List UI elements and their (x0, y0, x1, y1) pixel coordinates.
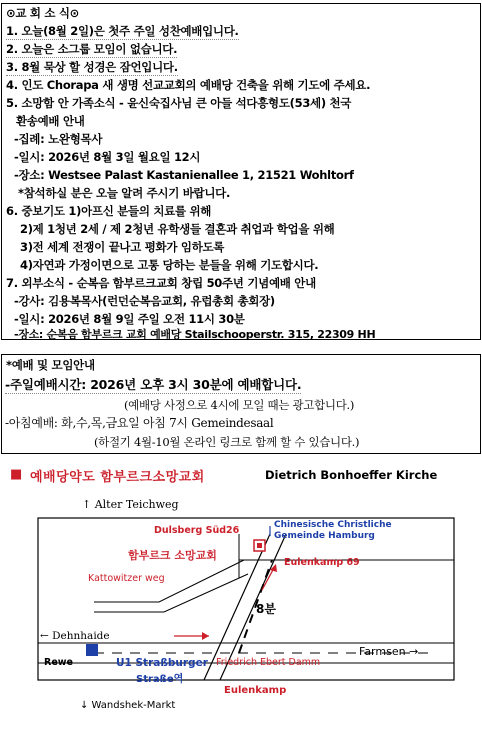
church-name-label: 함부르크 소망교회 (128, 549, 217, 562)
news-line-3: 3. 8월 묵상 할 성경은 잠언입니다. (6, 60, 178, 74)
heading-square-icon: ■ (10, 467, 23, 482)
news-line-15: 7. 외부소식 - 순복음 함부르크교회 창립 50주년 기념예배 안내 (6, 276, 316, 290)
news-line-5: 5. 소망함 안 가족소식 - 윤신숙집사님 큰 아들 석다흥형도(53세) 천국 (6, 96, 352, 110)
worship-morning-note: (하절기 4월-10월 온라인 링크로 함께 할 수 있습니다.) (94, 435, 360, 449)
worship-sunday-note: (예배당 사정으로 4시에 모일 때는 광고합니다.) (124, 398, 355, 412)
news-line-16: -강사: 김용복목사(런던순복음교회, 유럽총회 총회장) (14, 294, 275, 308)
news-line-1: 1. 오늘(8월 2일)은 첫주 주일 성찬예배입니다. (6, 24, 239, 38)
eulenkamp-label: Eulenkamp (224, 685, 287, 696)
news-line-4: 4. 인도 Chorapa 새 생명 선교교회의 예배당 건축을 위해 기도에 주세요. (6, 78, 371, 92)
news-line-9: -장소: Westsee Palast Kastanienallee 1, 21521 Wohltorf (14, 168, 354, 182)
news-line-12: 2)제 1청년 2세 / 제 2청년 유학생들 결혼과 취업과 학업을 위해 (20, 222, 335, 236)
dehnhaide-label: ← Dehnhaide (40, 630, 110, 642)
alter-teichweg-label: ↑ Alter Teichweg (82, 498, 179, 511)
strasse-station-label: Straße역 (136, 674, 184, 685)
wandsbek-label: ↓ Wandshek-Markt (80, 700, 176, 711)
news-line-7: -집례: 노완형목사 (14, 132, 103, 146)
news-line-8: -일시: 2026년 8월 3일 월요일 12시 (14, 150, 201, 164)
worship-info-box (1, 354, 481, 454)
church-news-box (1, 3, 481, 340)
news-line-13: 3)전 세계 전쟁이 끝나고 평화가 임하도록 (20, 240, 225, 254)
u1-station-label: U1 Straßburger (116, 657, 208, 669)
worship-morning: -아침예배: 화,수,목,금요일 아침 7시 Gemeindesaal (5, 416, 274, 430)
worship-title: *예배 및 모임안내 (6, 358, 95, 372)
eulenkamp69-label: Eulenkamp 69 (284, 557, 360, 568)
dulsberg-label: Dulsberg Süd26 (154, 525, 240, 536)
kattowitzer-label: Kattowitzer weg (88, 573, 165, 584)
news-title: ⊙교 회 소 식⊙ (6, 6, 80, 20)
rewe-label: Rewe (44, 657, 73, 668)
news-line-11: 6. 중보기도 1)아프신 분들의 치료를 위해 (6, 204, 212, 218)
map-heading-ko: 예배당약도 함부르크소망교회 (30, 470, 205, 485)
worship-sunday: -주일예배시간: 2026년 오후 3시 30분에 예배합니다. (5, 377, 302, 392)
location-map (34, 490, 482, 718)
news-line-2: 2. 오늘은 소그룹 모임이 없습니다. (6, 42, 178, 56)
eight-min-label: 8분 (256, 602, 276, 616)
friedrich-label: Friedrich Ebert Damm (216, 657, 321, 668)
farmsen-label: Farmsen → (359, 645, 419, 658)
news-line-18: -장소: 순복음 함부르크 교회 예배당 Stailschooperstr. 315, 22309 HH (14, 328, 376, 341)
map-heading-en: Dietrich Bonhoeffer Kirche (265, 468, 438, 482)
news-line-10: *참석하실 분은 오늘 알려 주시기 바랍니다. (18, 186, 231, 200)
news-line-17: -일시: 2026년 8월 9일 주일 오전 11시 30분 (14, 312, 245, 326)
chinese-church-label: Chinesische Christliche Gemeinde Hamburg (274, 520, 392, 541)
news-line-14: 4)자연과 가정이면으로 고통 당하는 분들을 위해 기도합시다. (20, 258, 319, 272)
news-line-6: 환송예배 안내 (16, 114, 85, 128)
